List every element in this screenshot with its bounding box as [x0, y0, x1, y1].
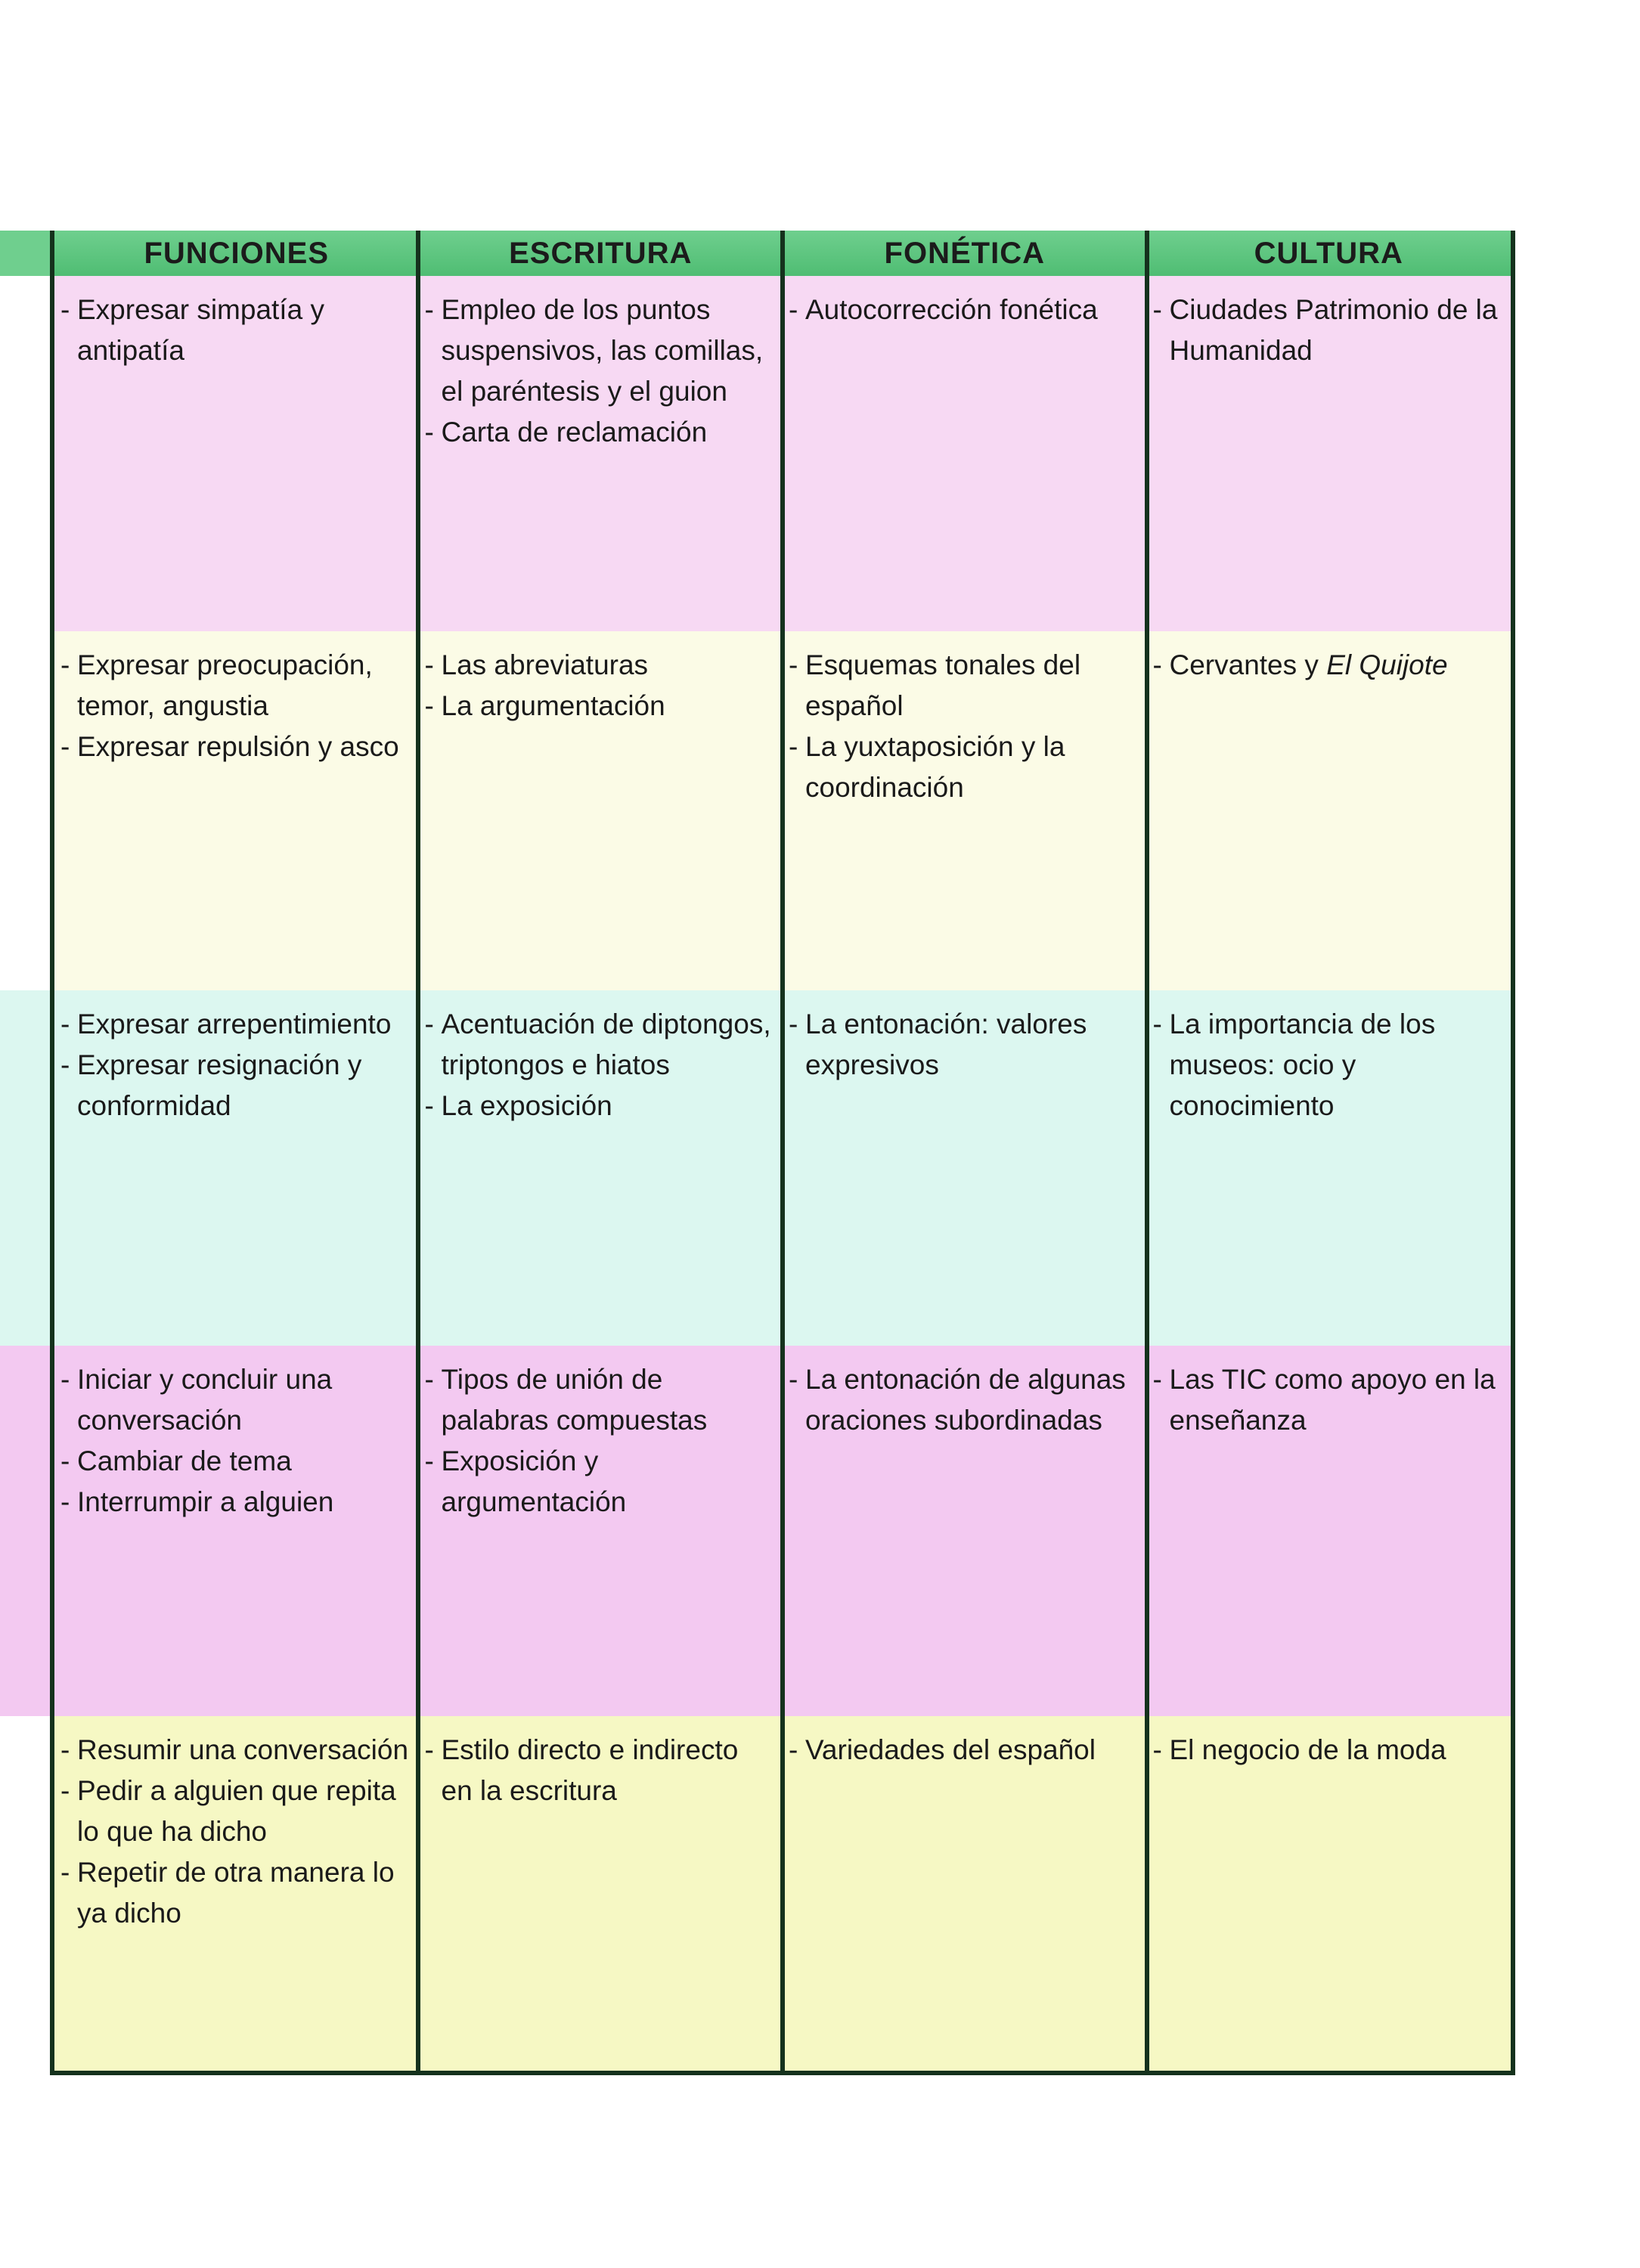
list-item: - Repetir de otra manera lo ya dicho — [60, 1852, 411, 1934]
bullet-list — [789, 645, 1139, 808]
list-item: - Variedades del español — [789, 1730, 1139, 1771]
list-item: - Las TIC como apoyo en la enseñanza — [1153, 1359, 1504, 1441]
cell-fonetica — [783, 1716, 1147, 2071]
bullet-list — [1153, 1730, 1504, 1771]
list-item: - Pedir a alguien que repita lo que ha dicho — [60, 1771, 411, 1852]
cell-cultura — [1147, 631, 1511, 990]
cell-escritura — [419, 1346, 783, 1716]
bullet-list — [1153, 1004, 1504, 1126]
bullet-list — [425, 1004, 776, 1126]
list-item: - Interrumpir a alguien — [60, 1482, 411, 1523]
header-escritura: ESCRITURA — [509, 236, 693, 270]
list-item: - Acentuación de diptongos, triptongos e hiatos — [425, 1004, 776, 1086]
list-item: - Exposición y argumentación — [425, 1441, 776, 1523]
bullet-list — [1153, 290, 1504, 371]
cell-fonetica — [783, 631, 1147, 990]
bullet-list — [425, 290, 776, 453]
bullet-list — [60, 645, 411, 767]
cell-escritura — [419, 1716, 783, 2071]
list-item: - La entonación de algunas oraciones subordinadas — [789, 1359, 1139, 1441]
column-divider — [780, 231, 785, 2071]
bullet-list — [789, 1359, 1139, 1441]
cell-fonetica — [783, 990, 1147, 1346]
list-item: - Expresar resignación y conformidad — [60, 1045, 411, 1126]
bullet-list — [60, 290, 411, 371]
cell-cultura — [1147, 990, 1511, 1346]
list-item: - Expresar arrepentimiento — [60, 1004, 411, 1045]
cell-fonetica — [783, 1346, 1147, 1716]
lead-strip-header — [0, 231, 50, 276]
bullet-list — [425, 645, 776, 727]
list-item: - Estilo directo e indirecto en la escritura — [425, 1730, 776, 1811]
list-item: - La yuxtaposición y la coordinación — [789, 727, 1139, 808]
list-item: - Autocorrección fonética — [789, 290, 1139, 330]
list-item: - Ciudades Patrimonio de la Humanidad — [1153, 290, 1504, 371]
cell-cultura — [1147, 1346, 1511, 1716]
bullet-list — [60, 1004, 411, 1126]
list-item: - La exposición — [425, 1086, 776, 1126]
column-divider — [1145, 231, 1149, 2071]
bullet-list — [1153, 645, 1504, 686]
list-item: - La argumentación — [425, 686, 776, 727]
lead-strip-row — [0, 1346, 50, 1716]
cell-funciones — [54, 990, 419, 1346]
list-item: - Expresar repulsión y asco — [60, 727, 411, 767]
cell-cultura — [1147, 276, 1511, 631]
cell-fonetica — [783, 276, 1147, 631]
bullet-list — [789, 1730, 1139, 1771]
cell-escritura — [419, 276, 783, 631]
list-item: - Cervantes y El Quijote — [1153, 645, 1504, 686]
list-item: - La importancia de los museos: ocio y conocimiento — [1153, 1004, 1504, 1126]
list-item: - Iniciar y concluir una conversación — [60, 1359, 411, 1441]
bullet-list — [789, 290, 1139, 330]
cell-funciones — [54, 1346, 419, 1716]
list-item: - El negocio de la moda — [1153, 1730, 1504, 1771]
cell-funciones — [54, 631, 419, 990]
list-item: - Cambiar de tema — [60, 1441, 411, 1482]
list-item: - Carta de reclamación — [425, 412, 776, 453]
cell-cultura — [1147, 1716, 1511, 2071]
list-item: - Expresar preocupación, temor, angustia — [60, 645, 411, 727]
bullet-list — [425, 1730, 776, 1811]
list-item: - Esquemas tonales del español — [789, 645, 1139, 727]
syllabus-table — [50, 231, 1515, 2075]
column-divider — [416, 231, 420, 2071]
cell-escritura — [419, 631, 783, 990]
bullet-list — [60, 1730, 411, 1934]
bullet-list — [425, 1359, 776, 1523]
list-item: - La entonación: valores expresivos — [789, 1004, 1139, 1086]
header-funciones: FUNCIONES — [144, 236, 330, 270]
list-item: - Las abreviaturas — [425, 645, 776, 686]
list-item: - Tipos de unión de palabras compuestas — [425, 1359, 776, 1441]
list-item: - Resumir una conversación — [60, 1730, 411, 1771]
cell-funciones — [54, 1716, 419, 2071]
list-item: - Expresar simpatía y antipatía — [60, 290, 411, 371]
cell-escritura — [419, 990, 783, 1346]
list-item: - Empleo de los puntos suspensivos, las comillas, el paréntesis y el guion — [425, 290, 776, 412]
bullet-list — [789, 1004, 1139, 1086]
lead-strip-row — [0, 990, 50, 1346]
bullet-list — [60, 1359, 411, 1523]
header-fonetica: FONÉTICA — [884, 236, 1045, 270]
bullet-list — [1153, 1359, 1504, 1441]
header-cultura: CULTURA — [1254, 236, 1403, 270]
cell-funciones — [54, 276, 419, 631]
